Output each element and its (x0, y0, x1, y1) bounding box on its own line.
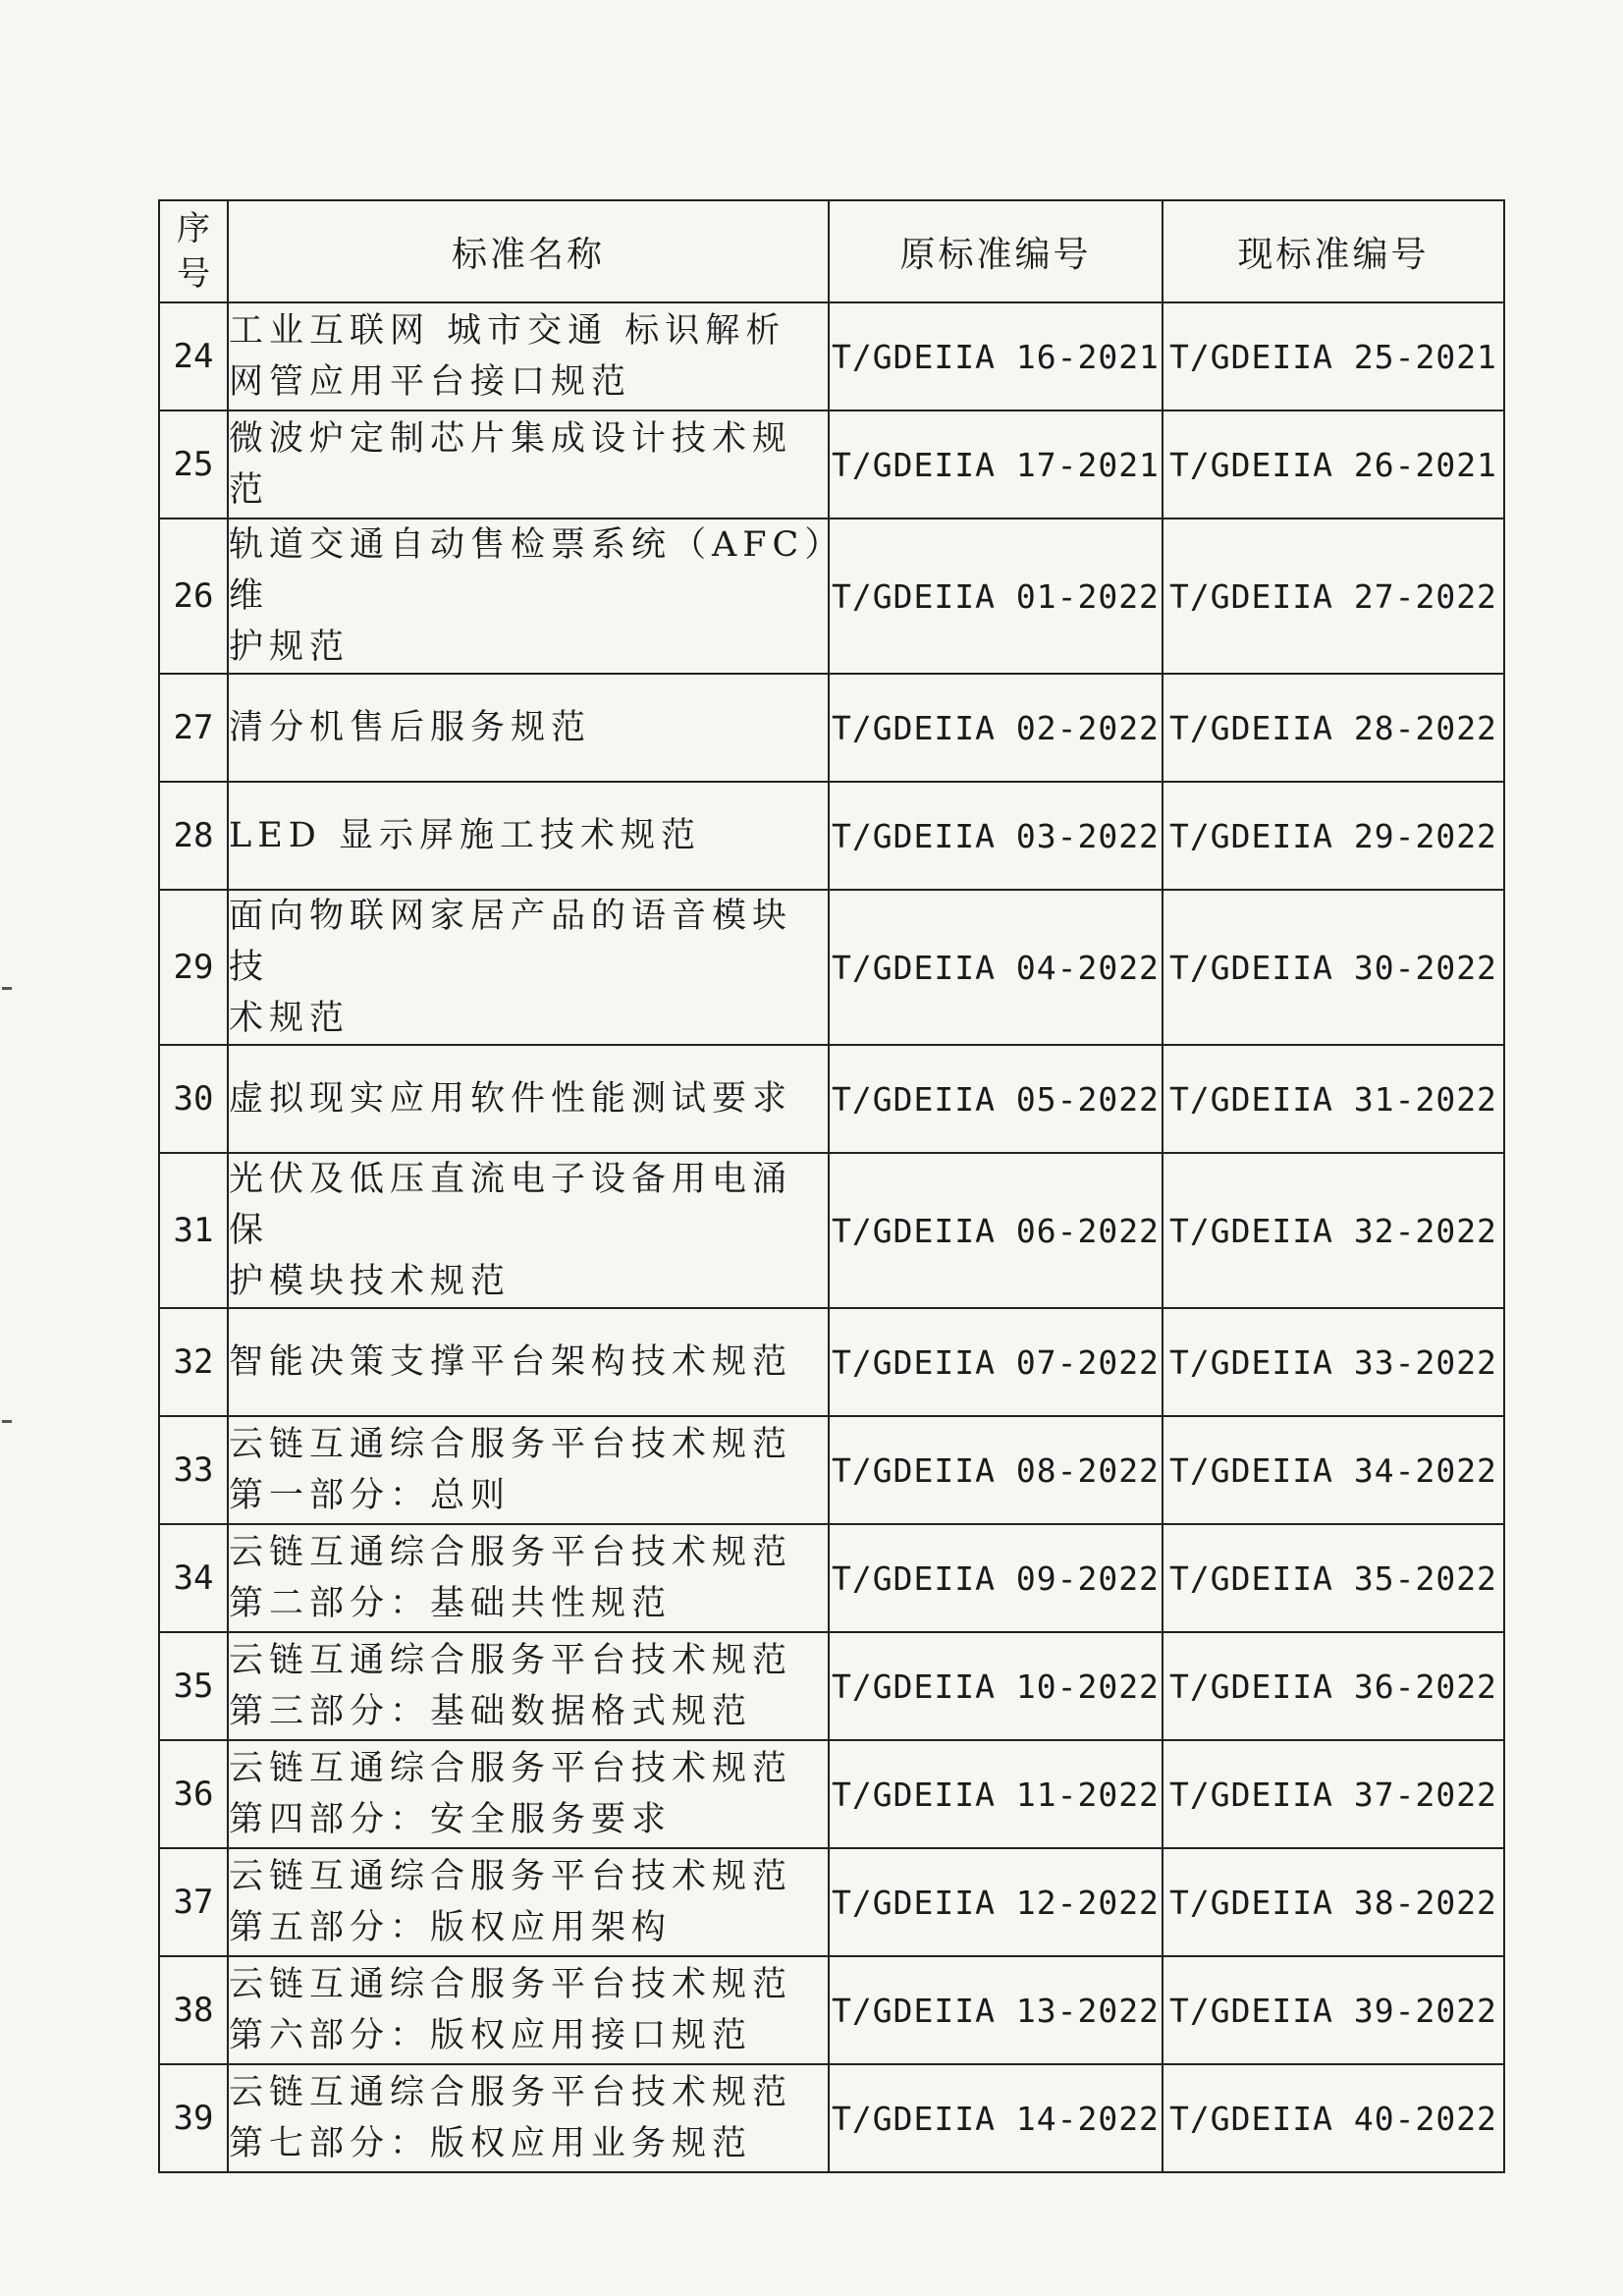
original-number-cell: T/GDEIIA 16-2021 (829, 302, 1163, 410)
original-number-cell: T/GDEIIA 03-2022 (829, 782, 1163, 890)
serial-number-cell: 34 (159, 1524, 228, 1632)
original-number-cell: T/GDEIIA 14-2022 (829, 2064, 1163, 2172)
standard-name-line: 第六部分：版权应用接口规范 (229, 2016, 753, 2055)
standard-name-line: 第三部分：基础数据格式规范 (229, 1692, 753, 1731)
serial-number-cell: 39 (159, 2064, 228, 2172)
standard-name-cell (228, 302, 829, 410)
standard-name-cell (228, 1153, 829, 1308)
original-number-cell: T/GDEIIA 08-2022 (829, 1416, 1163, 1524)
standard-name-line: 云链互通综合服务平台技术规范 (229, 1641, 793, 1680)
standard-name-cell (228, 1045, 829, 1153)
serial-number-cell: 29 (159, 890, 228, 1045)
table-row (159, 1416, 1504, 1524)
header-standard-name: 标准名称 (228, 200, 829, 302)
serial-number-cell: 30 (159, 1045, 228, 1153)
header-serial-line-1: 序 (177, 209, 210, 248)
original-number-cell: T/GDEIIA 11-2022 (829, 1740, 1163, 1848)
original-number-cell: T/GDEIIA 02-2022 (829, 674, 1163, 782)
standard-name-line: 云链互通综合服务平台技术规范 (229, 2073, 793, 2112)
standard-name-line: 面向物联网家居产品的语音模块技 (229, 897, 793, 987)
table-row (159, 674, 1504, 782)
standard-name-line: LED 显示屏施工技术规范 (229, 816, 701, 855)
standard-name-line: 护规范 (229, 628, 351, 667)
original-number-cell: T/GDEIIA 06-2022 (829, 1153, 1163, 1308)
serial-number-cell: 35 (159, 1632, 228, 1740)
header-original-number: 原标准编号 (829, 200, 1163, 302)
original-number-cell: T/GDEIIA 05-2022 (829, 1045, 1163, 1153)
table-row (159, 519, 1504, 674)
current-number-cell: T/GDEIIA 27-2022 (1163, 519, 1504, 674)
original-number-cell: T/GDEIIA 04-2022 (829, 890, 1163, 1045)
standard-name-line: 云链互通综合服务平台技术规范 (229, 1749, 793, 1788)
standard-name-cell (228, 890, 829, 1045)
standard-name-line: 智能决策支撑平台架构技术规范 (229, 1342, 793, 1382)
current-number-cell: T/GDEIIA 32-2022 (1163, 1153, 1504, 1308)
original-number-cell: T/GDEIIA 13-2022 (829, 1956, 1163, 2064)
table-row (159, 782, 1504, 890)
current-number-cell: T/GDEIIA 33-2022 (1163, 1308, 1504, 1416)
serial-number-cell: 26 (159, 519, 228, 674)
standard-name-line: 第七部分：版权应用业务规范 (229, 2124, 753, 2163)
standards-table (158, 199, 1505, 2173)
standard-name-cell (228, 1632, 829, 1740)
standard-name-line: 云链互通综合服务平台技术规范 (229, 1965, 793, 2004)
standard-name-line: 第四部分：安全服务要求 (229, 1800, 673, 1839)
serial-number-cell: 24 (159, 302, 228, 410)
serial-number-cell: 25 (159, 410, 228, 519)
scan-mark (2, 987, 12, 990)
serial-number-cell: 38 (159, 1956, 228, 2064)
standard-name-line: 网管应用平台接口规范 (229, 362, 632, 402)
table-row (159, 1740, 1504, 1848)
serial-number-cell: 27 (159, 674, 228, 782)
standard-name-line: 云链互通综合服务平台技术规范 (229, 1857, 793, 1896)
original-number-cell: T/GDEIIA 10-2022 (829, 1632, 1163, 1740)
current-number-cell: T/GDEIIA 25-2021 (1163, 302, 1504, 410)
standard-name-line: 清分机售后服务规范 (229, 708, 592, 747)
standard-name-cell (228, 1524, 829, 1632)
standard-name-cell (228, 519, 829, 674)
table-row (159, 890, 1504, 1045)
table-row (159, 1956, 1504, 2064)
standard-name-line: 护模块技术规范 (229, 1262, 512, 1301)
standard-name-cell (228, 1740, 829, 1848)
serial-number-cell: 37 (159, 1848, 228, 1956)
standard-name-cell (228, 2064, 829, 2172)
current-number-cell: T/GDEIIA 38-2022 (1163, 1848, 1504, 1956)
table-body (159, 302, 1504, 2172)
current-number-cell: T/GDEIIA 37-2022 (1163, 1740, 1504, 1848)
standard-name-line: 第二部分：基础共性规范 (229, 1584, 673, 1623)
table-row (159, 1848, 1504, 1956)
standard-name-line: 术规范 (229, 999, 351, 1038)
standard-name-line: 云链互通综合服务平台技术规范 (229, 1425, 793, 1464)
table-row (159, 1153, 1504, 1308)
table-row (159, 1308, 1504, 1416)
serial-number-cell: 28 (159, 782, 228, 890)
standard-name-cell (228, 1848, 829, 1956)
current-number-cell: T/GDEIIA 28-2022 (1163, 674, 1504, 782)
original-number-cell: T/GDEIIA 01-2022 (829, 519, 1163, 674)
current-number-cell: T/GDEIIA 36-2022 (1163, 1632, 1504, 1740)
current-number-cell: T/GDEIIA 35-2022 (1163, 1524, 1504, 1632)
serial-number-cell: 32 (159, 1308, 228, 1416)
serial-number-cell: 36 (159, 1740, 228, 1848)
header-serial-number (159, 200, 228, 302)
serial-number-cell: 31 (159, 1153, 228, 1308)
original-number-cell: T/GDEIIA 09-2022 (829, 1524, 1163, 1632)
current-number-cell: T/GDEIIA 40-2022 (1163, 2064, 1504, 2172)
current-number-cell: T/GDEIIA 29-2022 (1163, 782, 1504, 890)
current-number-cell: T/GDEIIA 31-2022 (1163, 1045, 1504, 1153)
table-row (159, 302, 1504, 410)
standard-name-cell (228, 782, 829, 890)
standard-name-line: 第一部分：总则 (229, 1476, 512, 1515)
standard-name-cell (228, 1308, 829, 1416)
header-serial-line-2: 号 (177, 254, 210, 294)
standard-name-line: 微波炉定制芯片集成设计技术规范 (229, 419, 793, 510)
original-number-cell: T/GDEIIA 12-2022 (829, 1848, 1163, 1956)
table-row (159, 1045, 1504, 1153)
standard-name-cell (228, 1416, 829, 1524)
current-number-cell: T/GDEIIA 34-2022 (1163, 1416, 1504, 1524)
standard-name-cell (228, 1956, 829, 2064)
table-row (159, 1524, 1504, 1632)
standard-name-cell (228, 410, 829, 519)
standard-name-line: 云链互通综合服务平台技术规范 (229, 1533, 793, 1572)
header-current-number: 现标准编号 (1163, 200, 1504, 302)
current-number-cell: T/GDEIIA 26-2021 (1163, 410, 1504, 519)
current-number-cell: T/GDEIIA 39-2022 (1163, 1956, 1504, 2064)
standard-name-cell (228, 674, 829, 782)
original-number-cell: T/GDEIIA 17-2021 (829, 410, 1163, 519)
original-number-cell: T/GDEIIA 07-2022 (829, 1308, 1163, 1416)
standard-name-line: 轨道交通自动售检票系统（AFC）维 (229, 525, 828, 616)
scan-mark (2, 1420, 12, 1423)
table-row (159, 2064, 1504, 2172)
serial-number-cell: 33 (159, 1416, 228, 1524)
standard-name-line: 光伏及低压直流电子设备用电涌保 (229, 1160, 793, 1250)
standard-name-line: 第五部分：版权应用架构 (229, 1908, 673, 1947)
standard-name-line: 虚拟现实应用软件性能测试要求 (229, 1079, 793, 1119)
table-header-row (159, 200, 1504, 302)
table-row (159, 410, 1504, 519)
table-row (159, 1632, 1504, 1740)
standard-name-line: 工业互联网 城市交通 标识解析 (229, 311, 786, 351)
current-number-cell: T/GDEIIA 30-2022 (1163, 890, 1504, 1045)
